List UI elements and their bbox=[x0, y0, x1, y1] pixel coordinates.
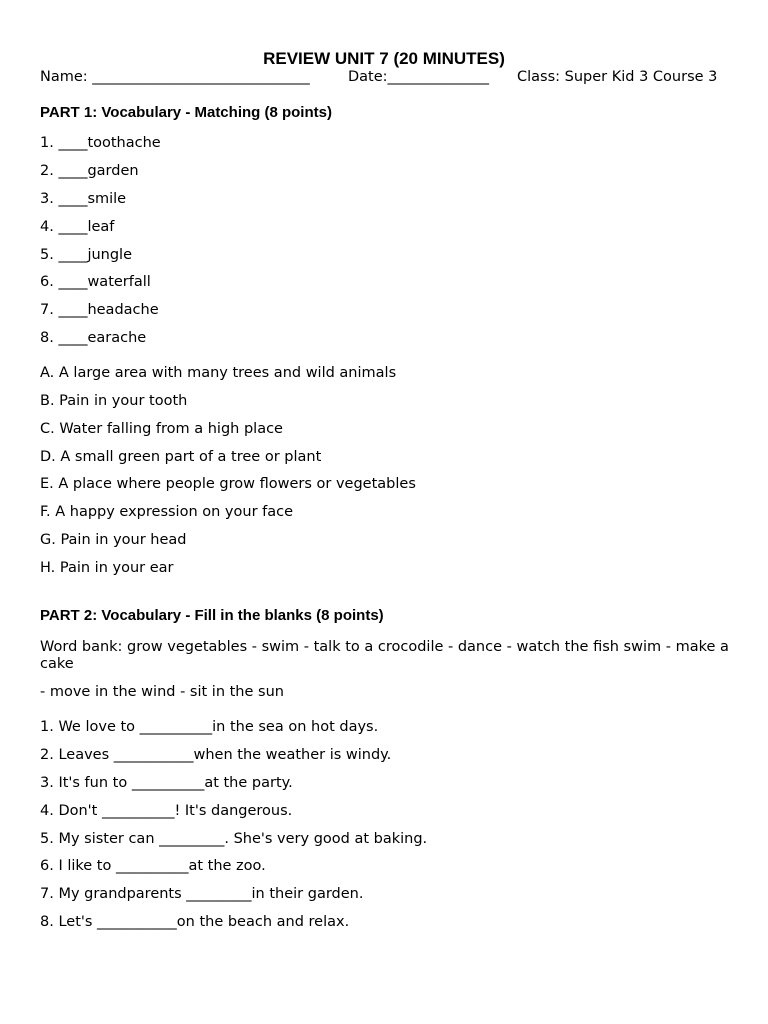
fill-blank-sentence: 3. It's fun to __________at the party. bbox=[40, 775, 293, 791]
matching-word: 6. ____waterfall bbox=[40, 274, 151, 290]
matching-definition: A. A large area with many trees and wild animals bbox=[40, 365, 397, 381]
matching-word: 4. ____leaf bbox=[40, 219, 115, 235]
name-field: Name: ______________________________ bbox=[40, 69, 310, 85]
matching-definition: B. Pain in your tooth bbox=[40, 393, 188, 409]
word-bank-continued: - move in the wind - sit in the sun bbox=[40, 684, 284, 700]
part2-heading: PART 2: Vocabulary - Fill in the blanks (8 points) bbox=[40, 607, 384, 624]
date-field: Date:______________ bbox=[348, 69, 490, 85]
fill-blank-sentence: 1. We love to __________in the sea on hot days. bbox=[40, 719, 379, 735]
matching-word: 8. ____earache bbox=[40, 330, 147, 346]
fill-blank-sentence: 4. Don't __________! It's dangerous. bbox=[40, 803, 293, 819]
fill-blank-sentence: 7. My grandparents _________in their garden. bbox=[40, 886, 364, 902]
fill-blank-sentence: 2. Leaves ___________when the weather is windy. bbox=[40, 747, 392, 763]
matching-definition: D. A small green part of a tree or plant bbox=[40, 449, 322, 465]
fill-blank-sentence: 8. Let's ___________on the beach and relax. bbox=[40, 914, 350, 930]
matching-word: 7. ____headache bbox=[40, 302, 159, 318]
matching-definition: G. Pain in your head bbox=[40, 532, 187, 548]
matching-word: 5. ____jungle bbox=[40, 247, 133, 263]
matching-definition: H. Pain in your ear bbox=[40, 560, 174, 576]
matching-word: 1. ____toothache bbox=[40, 135, 161, 151]
fill-blank-sentence: 5. My sister can _________. She's very good at baking. bbox=[40, 831, 428, 847]
matching-word: 2. ____garden bbox=[40, 163, 139, 179]
matching-definition: F. A happy expression on your face bbox=[40, 504, 294, 520]
part1-heading: PART 1: Vocabulary - Matching (8 points) bbox=[40, 104, 332, 121]
class-field: Class: Super Kid 3 Course 3 bbox=[517, 69, 718, 85]
matching-definition: E. A place where people grow flowers or vegetables bbox=[40, 476, 416, 492]
fill-blank-sentence: 6. I like to __________at the zoo. bbox=[40, 858, 266, 874]
word-bank: Word bank: grow vegetables - swim - talk to a crocodile - dance - watch the fish swim - make a cake bbox=[40, 639, 729, 672]
matching-word: 3. ____smile bbox=[40, 191, 127, 207]
matching-definition: C. Water falling from a high place bbox=[40, 421, 283, 437]
page-title: REVIEW UNIT 7 (20 MINUTES) bbox=[263, 49, 505, 68]
